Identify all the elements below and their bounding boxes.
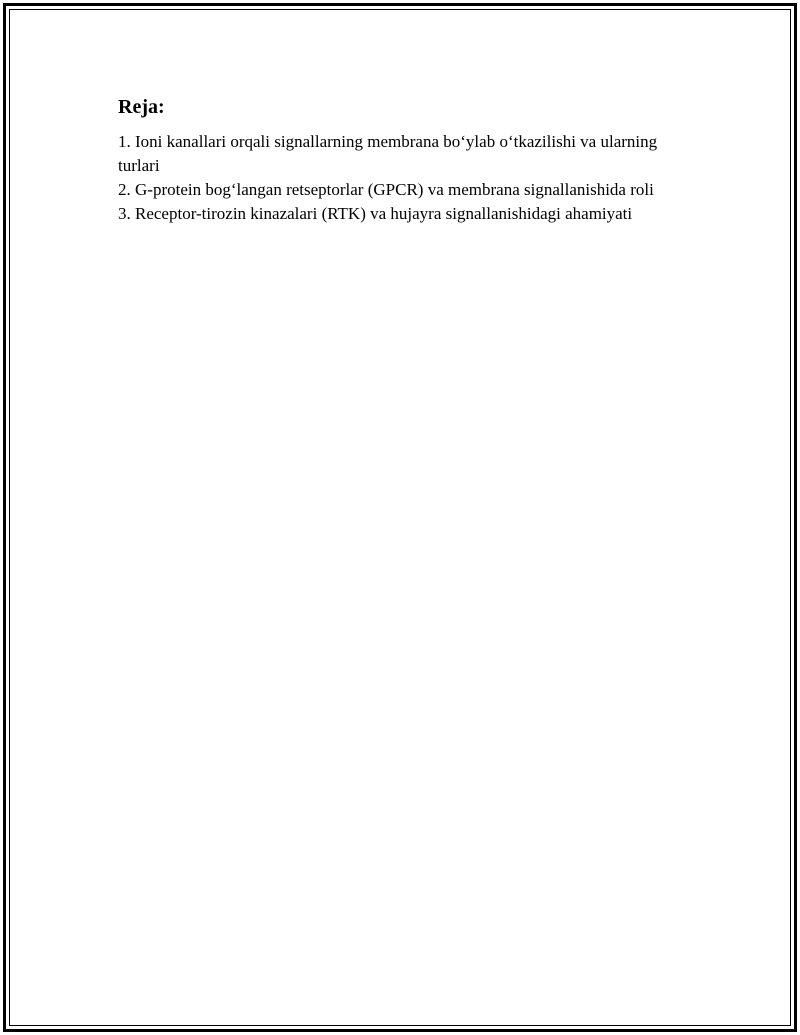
page-content [118, 94, 688, 226]
plan-item-2: 2. G-protein bog‘langan retseptorlar (GPCR) va membrana signallanishida roli [118, 180, 654, 199]
plan-heading: Reja: [118, 96, 165, 118]
plan-list [118, 130, 688, 226]
plan-item-1: 1. Ioni kanallari orqali signallarning membrana bo‘ylab o‘tkazilishi va ularning turlari [118, 132, 658, 175]
plan-item-3: 3. Receptor-tirozin kinazalari (RTK) va hujayra signallanishidagi ahamiyati [118, 204, 633, 223]
